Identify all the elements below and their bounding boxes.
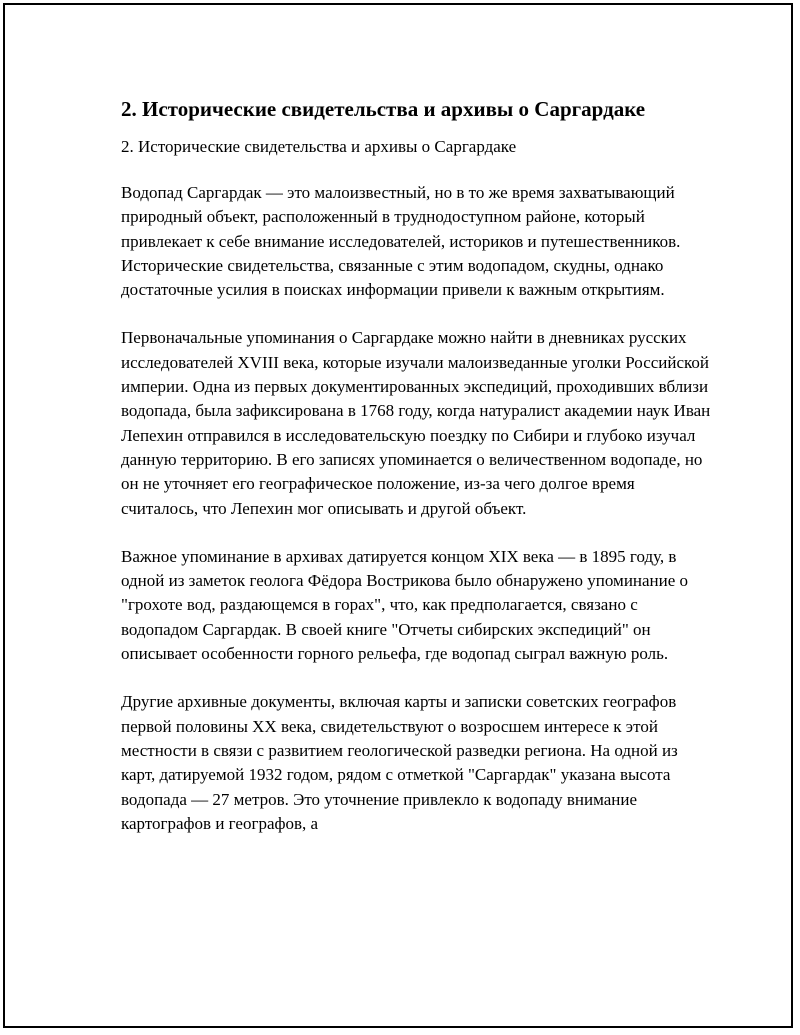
section-subtitle: 2. Исторические свидетельства и архивы о Саргардаке <box>121 137 517 156</box>
paragraph-19th-century: Важное упоминание в архивах датируется концом XIX века — в 1895 году, в одной из заметок геолога Фёдора Вострикова было обнаружено упоминание о "грохоте вод, раздающемся в горах", что, как предполагается, связано с водопадом Саргардак. В своей книге "Отчеты сибирских экспедиций" он описывает особенности горного рельефа, где водопад сыграл важную роль. <box>121 546 689 664</box>
paragraph-early-mentions: Первоначальные упоминания о Саргардаке можно найти в дневниках русских исследователей XVIII века, которые изучали малоизведанные уголки Российской империи. Одна из первых документированных экспедиций, проходивших вблизи водопада, была зафиксирована в 1768 году, когда натуралист академии наук Иван Лепехин отправился в исследовательскую поездку по Сибири и глубоко изучал данную территорию. В его записях упоминается о величественном водопаде, но он не уточняет его географическое положение, из-за чего долгое время считалось, что Лепехин мог описывать и другой объект. <box>121 328 711 518</box>
document-page <box>3 3 793 1028</box>
document-content <box>121 95 711 860</box>
paragraph-soviet-archives: Другие архивные документы, включая карты и записки советских географов первой половины XX века, свидетельствуют о возросшем интересе к этой местности в связи с развитием геологической разведки региона. На одной из карт, датируемой 1932 годом, рядом с отметкой "Саргардак" указана высота водопада — 27 метров. Это уточнение привлекло к водопаду внимание картографов и географов, а <box>121 692 678 833</box>
section-title: 2. Исторические свидетельства и архивы о Саргардаке <box>121 97 646 121</box>
paragraph-intro: Водопад Саргардак — это малоизвестный, но в то же время захватывающий природный объект, расположенный в труднодоступном районе, который привлекает к себе внимание исследователей, историков и путешественников. Исторические свидетельства, связанные с этим водопадом, скудны, однако достаточные усилия в поисках информации привели к важным открытиям. <box>121 183 681 300</box>
